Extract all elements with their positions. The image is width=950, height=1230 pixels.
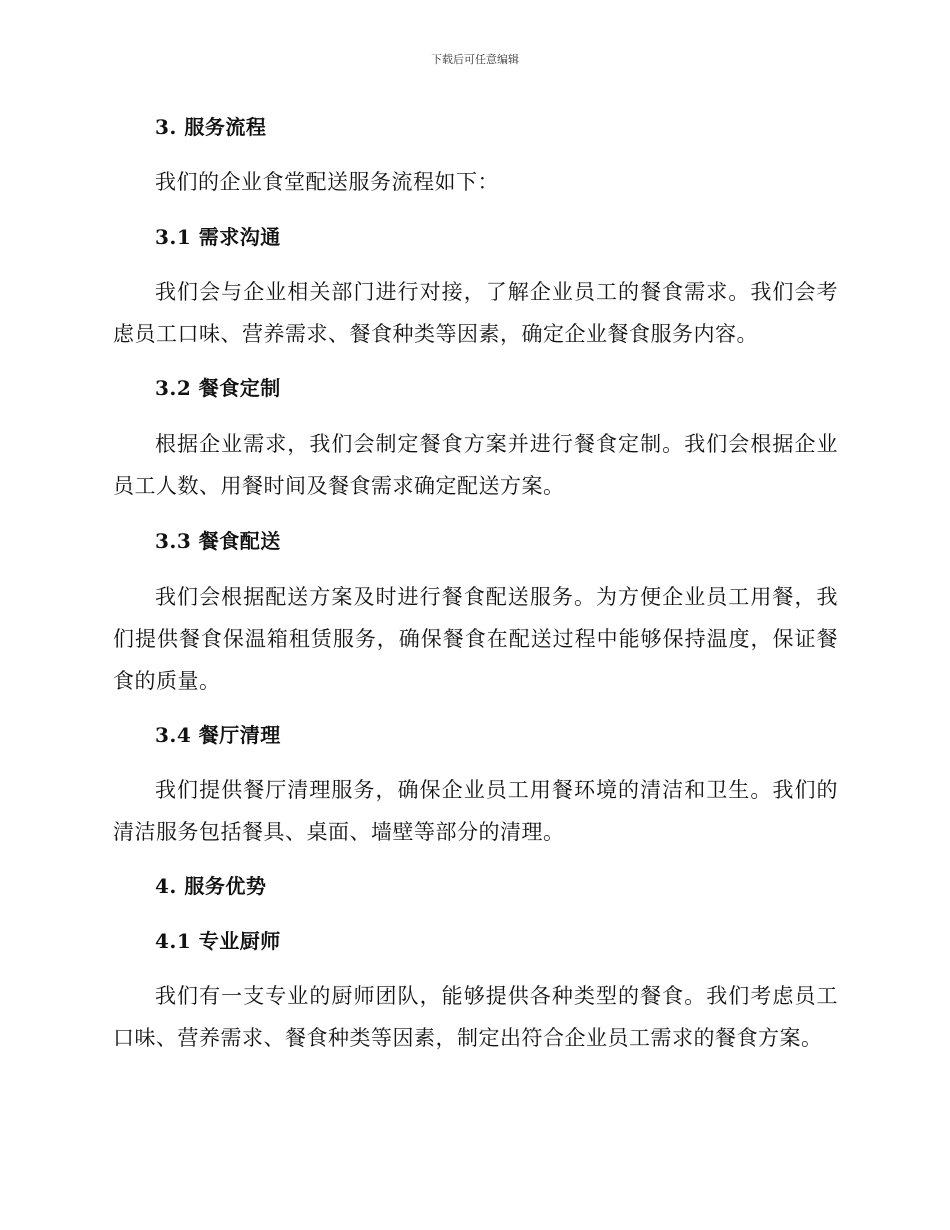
section-body-3-4: 我们提供餐厅清理服务，确保企业员工用餐环境的清洁和卫生。我们的清洁服务包括餐具、桌面、墙壁等部分的清理。 [113, 778, 838, 844]
section-intro-3: 我们的企业食堂配送服务流程如下： [155, 170, 499, 194]
section-heading-4-1: 4.1 专业厨师 [155, 929, 281, 953]
section-heading-3-1: 3.1 需求沟通 [155, 225, 281, 249]
page-header: 下载后可任意编辑 [431, 53, 519, 66]
section-heading-3-3: 3.3 餐食配送 [155, 529, 281, 553]
section-heading-3-4: 3.4 餐厅清理 [155, 723, 281, 747]
section-heading-3: 3. 服务流程 [155, 115, 267, 139]
section-body-4-1: 我们有一支专业的厨师团队，能够提供各种类型的餐食。我们考虑员工口味、营养需求、餐食种类等因素，制定出符合企业员工需求的餐食方案。 [113, 984, 838, 1050]
section-body-3-3: 我们会根据配送方案及时进行餐食配送服务。为方便企业员工用餐，我们提供餐食保温箱租赁服务，确保餐食在配送过程中能够保持温度，保证餐食的质量。 [113, 585, 838, 693]
section-heading-3-2: 3.2 餐食定制 [155, 376, 281, 400]
section-body-3-1: 我们会与企业相关部门进行对接，了解企业员工的餐食需求。我们会考虑员工口味、营养需求、餐食种类等因素，确定企业餐食服务内容。 [113, 280, 838, 346]
section-body-3-2: 根据企业需求，我们会制定餐食方案并进行餐食定制。我们会根据企业员工人数、用餐时间及餐食需求确定配送方案。 [113, 432, 838, 498]
section-heading-4: 4. 服务优势 [155, 874, 267, 898]
